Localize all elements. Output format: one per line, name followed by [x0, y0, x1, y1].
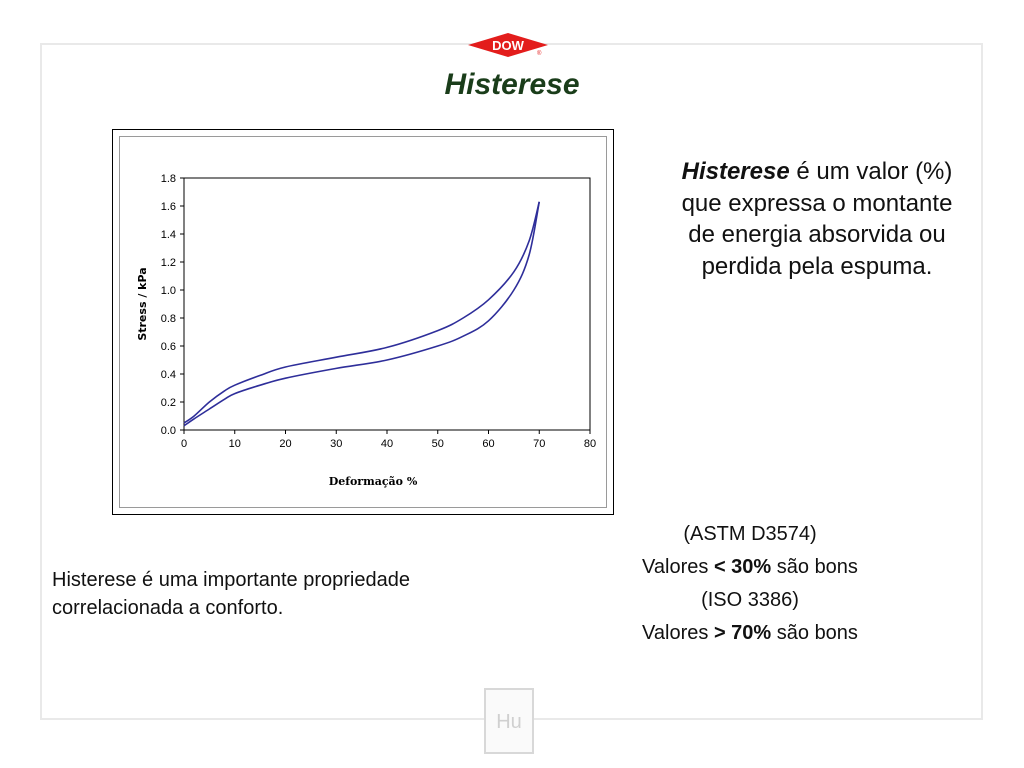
hu-badge: [484, 688, 534, 754]
dow-logo-text: DOW: [492, 38, 524, 53]
y-tick-label: 1.8: [160, 173, 176, 185]
chart-area: [119, 136, 607, 508]
plot-area: [184, 178, 590, 430]
page-title: Histerese: [444, 68, 580, 101]
y-axis-label: Stress / kPa: [136, 267, 149, 341]
y-tick-label: 0.8: [160, 313, 176, 325]
astm-criterion: Valores < 30% são bons: [642, 556, 858, 578]
astm-label: (ASTM D3574): [683, 523, 817, 545]
standards-block: [600, 518, 900, 650]
dow-logo-registered: ®: [537, 51, 542, 57]
hu-badge-text: Hu: [496, 711, 522, 733]
definition-text: [672, 156, 962, 282]
iso-criterion: Valores > 70% são bons: [642, 622, 858, 644]
y-tick-label: 1.4: [160, 229, 176, 241]
y-tick-label: 0.4: [160, 369, 176, 381]
chart-container: [112, 129, 614, 515]
x-tick-label: 10: [228, 438, 241, 450]
y-tick-label: 0.2: [160, 397, 176, 409]
definition-rest: é um valor (%) que expressa o montante de energia absorvida ou perdida pela espuma.: [681, 158, 953, 280]
y-tick-label: 1.2: [160, 257, 176, 269]
dow-logo: [466, 30, 550, 60]
y-tick-label: 1.6: [160, 201, 176, 213]
y-tick-label: 0.0: [160, 425, 176, 437]
x-tick-label: 20: [279, 438, 292, 450]
y-tick-label: 0.6: [160, 341, 176, 353]
x-tick-label: 50: [431, 438, 444, 450]
x-axis-label: Deformação %: [328, 475, 418, 488]
iso-threshold: > 70%: [713, 622, 772, 644]
iso-label: (ISO 3386): [701, 589, 799, 611]
x-tick-label: 0: [180, 438, 188, 450]
x-tick-label: 60: [482, 438, 495, 450]
y-tick-label: 1.0: [160, 285, 176, 297]
definition-lead: Histerese: [681, 158, 790, 185]
x-tick-label: 70: [533, 438, 546, 450]
x-tick-label: 40: [380, 438, 394, 450]
comfort-note: Histerese é uma importante propriedade correlacionada a conforto.: [52, 569, 410, 619]
x-tick-label: 80: [583, 438, 597, 450]
astm-threshold: < 30%: [713, 556, 772, 578]
x-tick-label: 30: [330, 438, 343, 450]
hysteresis-chart: [120, 137, 606, 507]
